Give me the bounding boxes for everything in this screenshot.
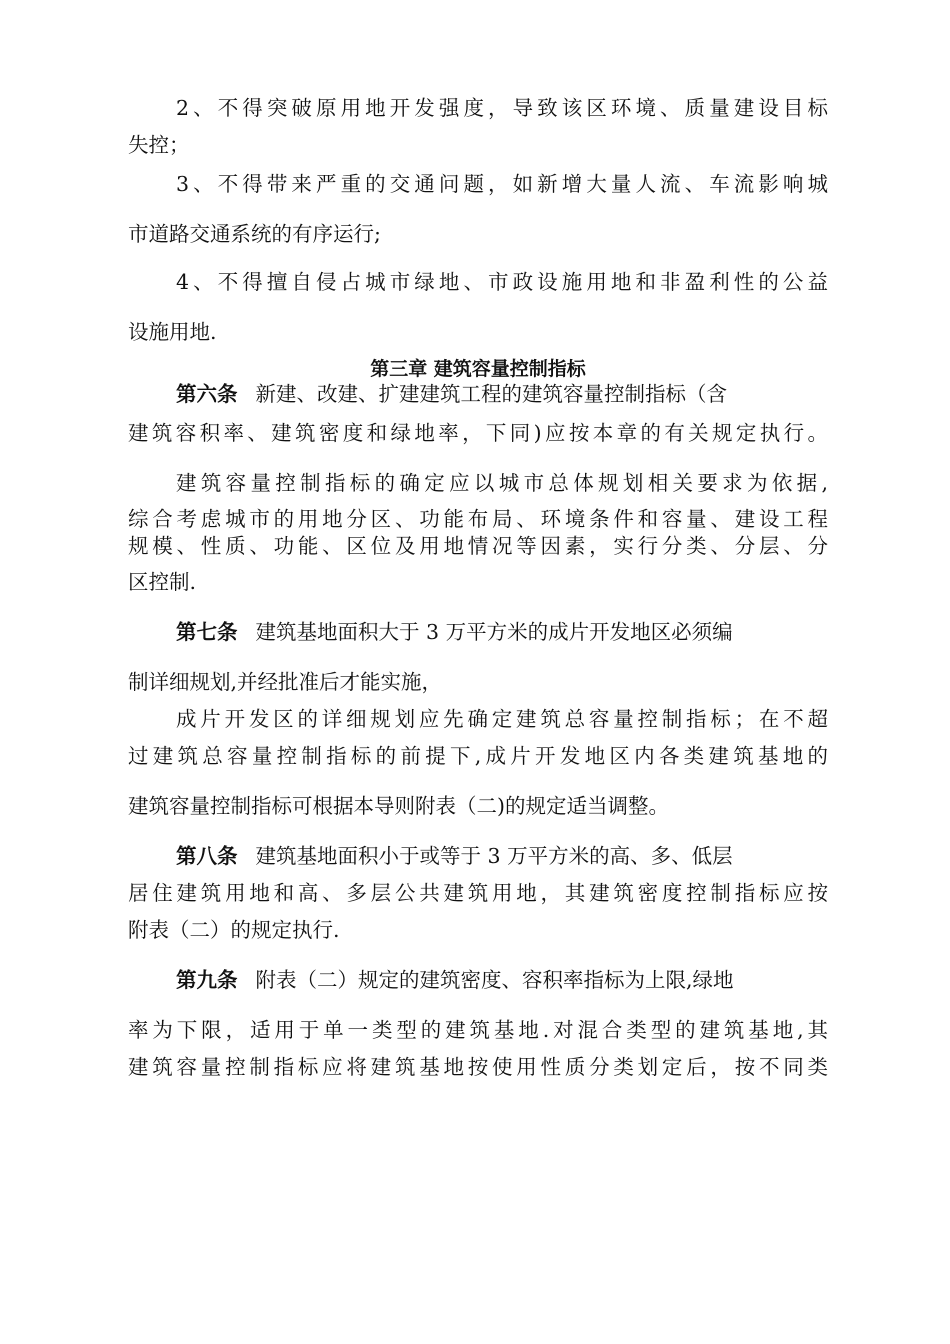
article-line-6 (176, 378, 828, 410)
article-line-9 (176, 964, 828, 996)
paragraph-line: 4、不得擅自侵占城市绿地、市政设施用地和非盈利性的公益 (176, 270, 828, 294)
article-label: 第七条 (176, 620, 238, 644)
paragraph-line: 失控； (128, 133, 190, 157)
article-text: 新建、改建、扩建建筑工程的建筑容量控制指标（含 (255, 382, 727, 406)
article-label: 第六条 (176, 382, 238, 406)
paragraph-line: 率为下限，适用于单一类型的建筑基地.对混合类型的建筑基地,其 (128, 1018, 828, 1042)
article-text: 建筑基地面积小于或等于 3 万平方米的高、多、低层 (255, 844, 733, 868)
paragraph-line: 过建筑总容量控制指标的前提下,成片开发地区内各类建筑基地的 (128, 744, 828, 768)
paragraph-line: 附表（二）的规定执行. (128, 918, 340, 942)
paragraph-line: 3、不得带来严重的交通问题，如新增大量人流、车流影响城 (176, 172, 828, 196)
paragraph-line: 2、不得突破原用地开发强度，导致该区环境、质量建设目标 (176, 96, 828, 120)
paragraph-line: 居住建筑用地和高、多层公共建筑用地，其建筑密度控制指标应按 (128, 881, 828, 905)
paragraph-line: 设施用地. (128, 320, 217, 344)
paragraph-line: 建筑容积率、建筑密度和绿地率，下同)应按本章的有关规定执行。 (128, 421, 828, 445)
paragraph-line: 建筑容量控制指标可根据本导则附表（二)的规定适当调整。 (128, 794, 669, 818)
paragraph-line: 市道路交通系统的有序运行; (128, 222, 381, 246)
paragraph-line: 区控制. (128, 570, 197, 594)
article-label: 第九条 (176, 968, 238, 992)
chapter-heading: 第三章 建筑容量控制指标 (370, 358, 586, 380)
paragraph-line: 建筑容量控制指标应将建筑基地按使用性质分类划定后，按不同类 (128, 1055, 828, 1079)
paragraph-line: 成片开发区的详细规划应先确定建筑总容量控制指标；在不超 (176, 707, 828, 731)
paragraph-line: 制详细规划,并经批准后才能实施， (128, 670, 443, 694)
article-text: 建筑基地面积大于 3 万平方米的成片开发地区必须编 (255, 620, 733, 644)
paragraph-line: 建筑容量控制指标的确定应以城市总体规划相关要求为依据, (176, 471, 828, 495)
paragraph-line: 规模、性质、功能、区位及用地情况等因素，实行分类、分层、分 (128, 534, 828, 558)
article-text: 附表（二）规定的建筑密度、容积率指标为上限,绿地 (255, 968, 734, 992)
article-line-8 (176, 840, 828, 872)
paragraph-line: 综合考虑城市的用地分区、功能布局、环境条件和容量、建设工程 (128, 507, 828, 531)
article-label: 第八条 (176, 844, 238, 868)
article-line-7 (176, 616, 828, 648)
